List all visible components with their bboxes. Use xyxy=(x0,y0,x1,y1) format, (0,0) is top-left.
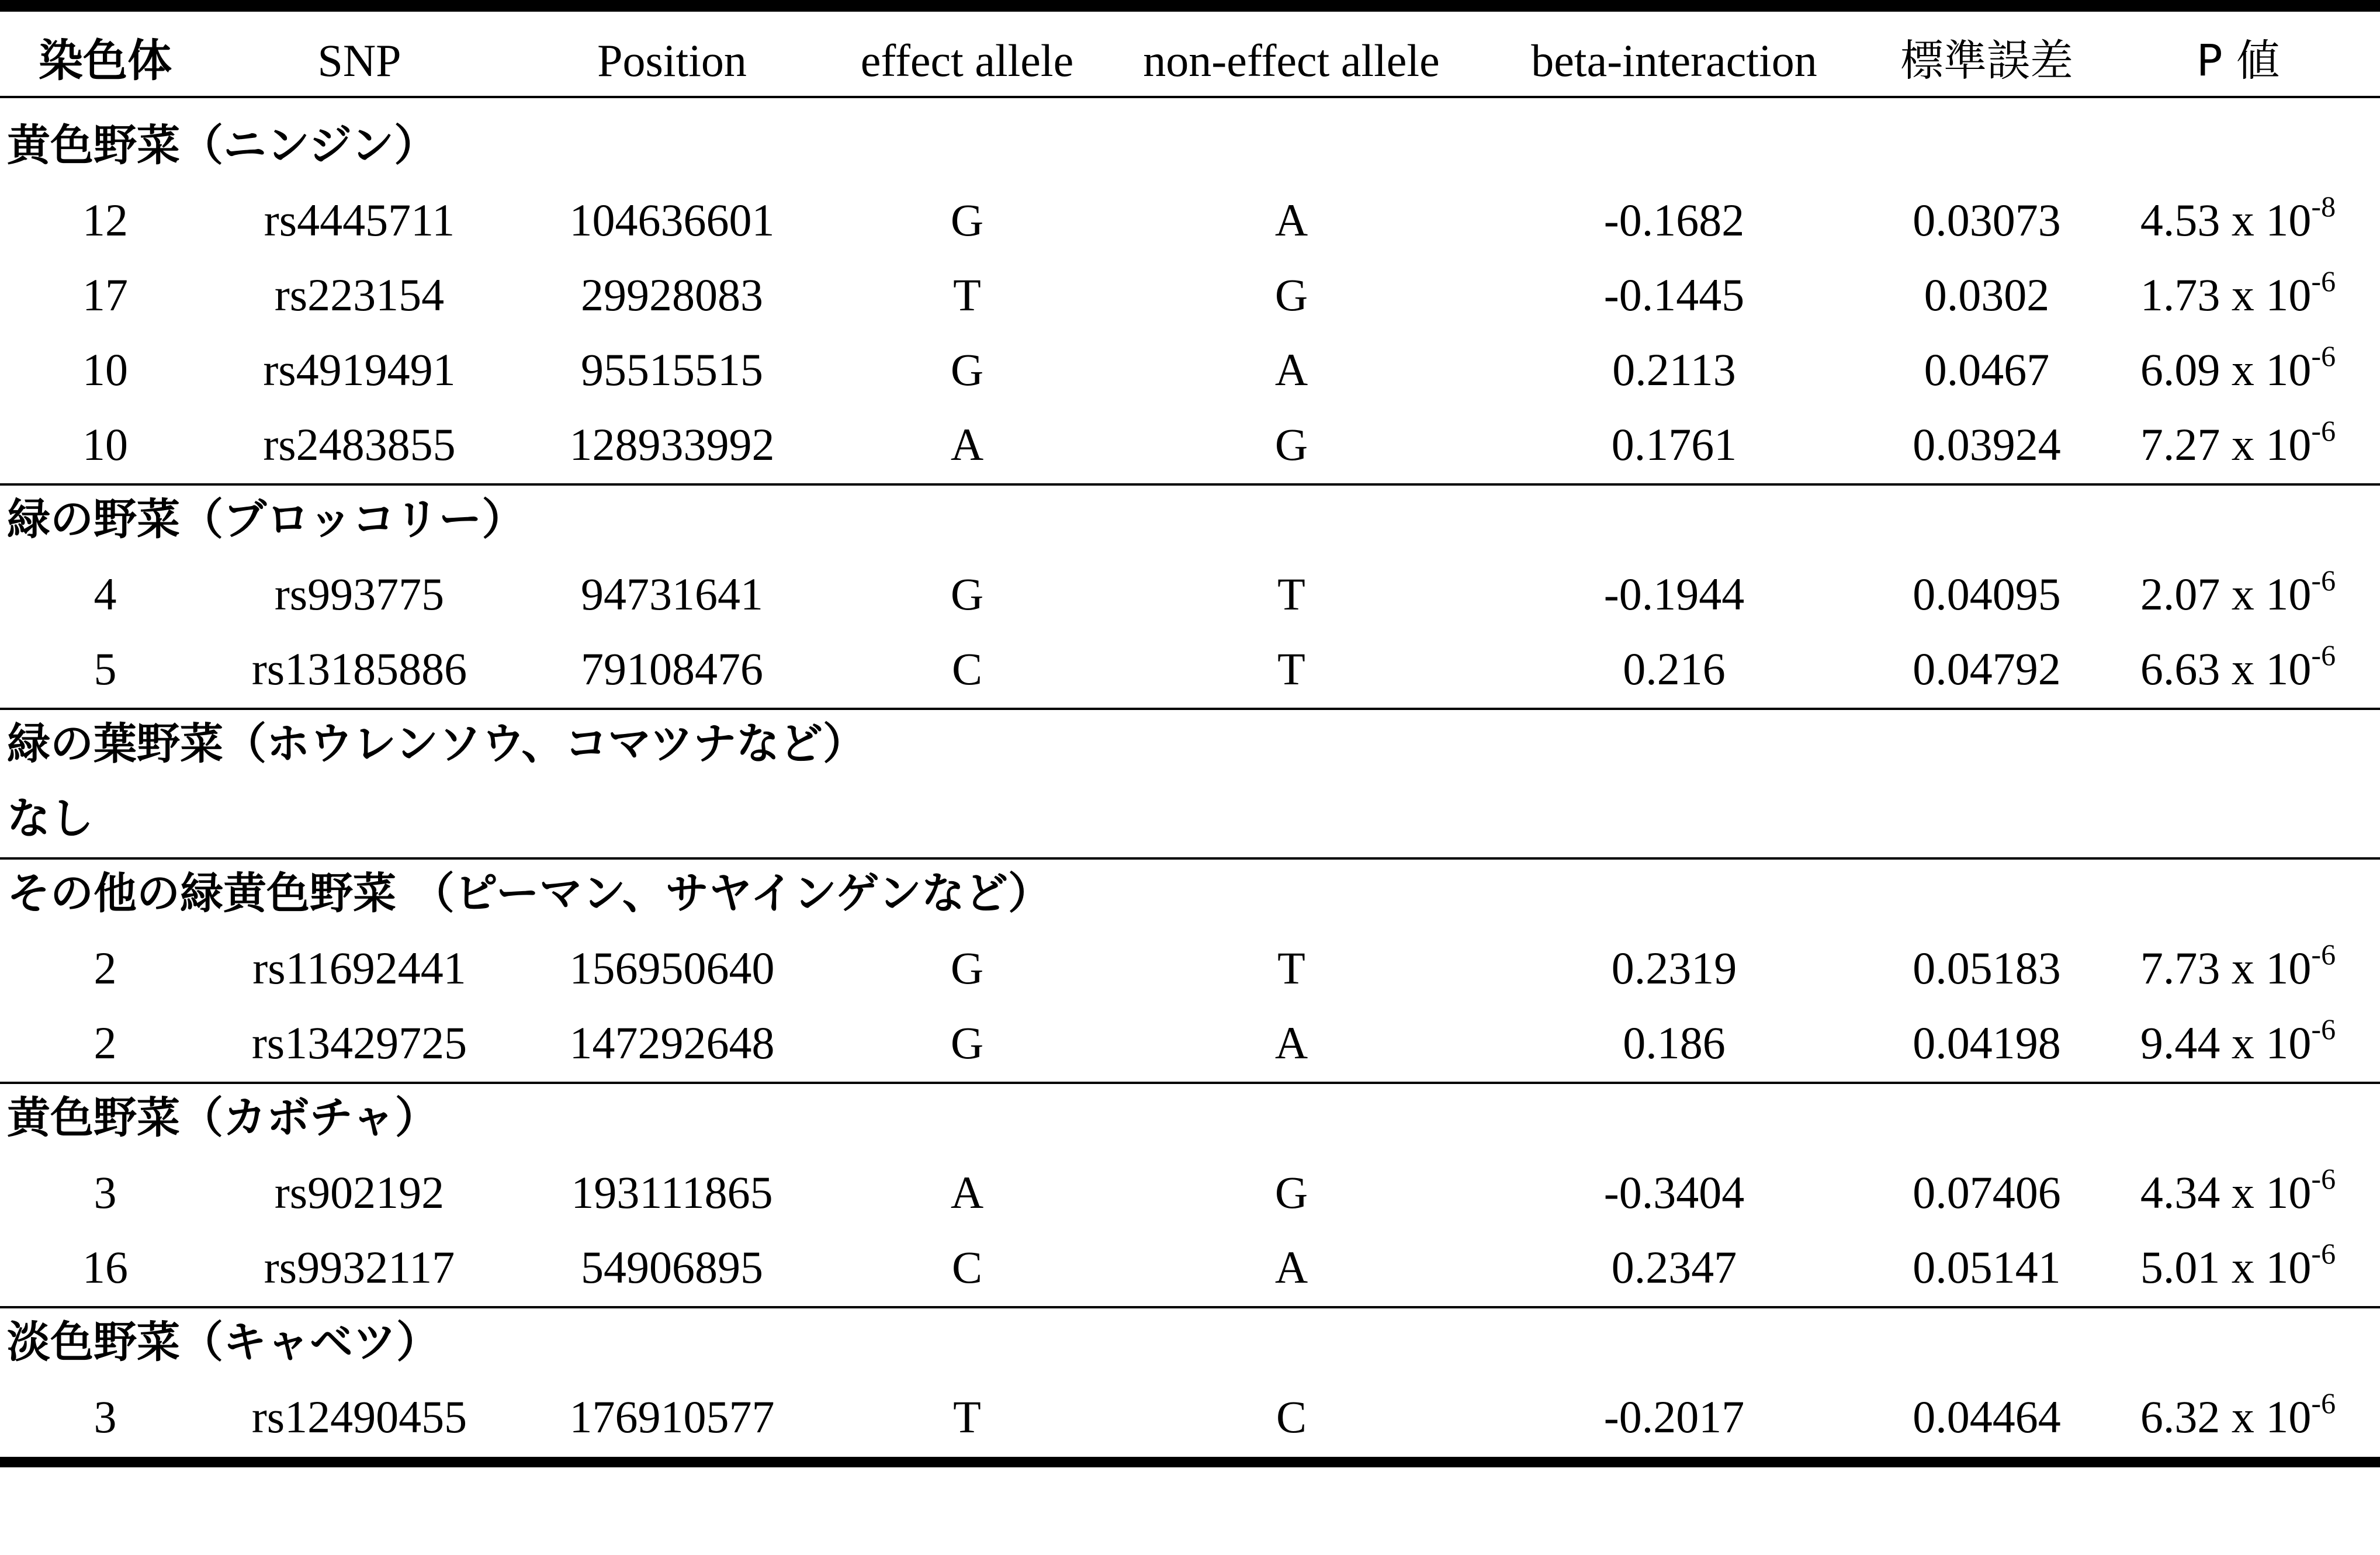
table-bottom-rule xyxy=(0,1457,2380,1467)
p-value-base: 6.63 x 10 xyxy=(2140,643,2312,694)
cell-position: 94731641 xyxy=(581,569,763,619)
cell-p-value xyxy=(2104,1155,2372,1230)
cell-snp: rs12490455 xyxy=(251,1391,467,1442)
p-value-base: 6.09 x 10 xyxy=(2140,344,2312,395)
category-row xyxy=(0,856,2380,931)
header-effect-allele: effect allele xyxy=(860,35,1074,86)
cell-snp: rs13185886 xyxy=(251,643,467,694)
p-value-exponent: -6 xyxy=(2311,340,2336,372)
cell-standard-error: 0.0467 xyxy=(1924,344,2050,395)
cell-p-value xyxy=(2104,1230,2372,1305)
cell-beta-interaction: 0.2319 xyxy=(1611,943,1737,993)
cell-non-effect-allele: A xyxy=(1274,1242,1308,1293)
cell-beta-interaction: 0.186 xyxy=(1623,1017,1726,1068)
table-row xyxy=(0,1230,2380,1305)
cell-chromosome: 16 xyxy=(82,1242,128,1293)
cell-standard-error: 0.04198 xyxy=(1913,1017,2061,1068)
cell-chromosome: 2 xyxy=(93,943,117,993)
cell-effect-allele: G xyxy=(950,569,984,619)
category-label: 緑の野菜（ブロッコリー） xyxy=(7,494,525,545)
cell-chromosome: 17 xyxy=(82,269,128,320)
cell-beta-interaction: 0.2113 xyxy=(1612,344,1736,395)
cell-p-value xyxy=(2104,333,2372,407)
cell-position: 29928083 xyxy=(581,269,763,320)
p-value-exponent: -6 xyxy=(2311,1013,2336,1045)
p-value-base: 7.73 x 10 xyxy=(2140,943,2312,993)
header-snp: SNP xyxy=(317,35,401,86)
cell-chromosome: 4 xyxy=(93,569,117,619)
none-row xyxy=(0,781,2380,856)
cell-position: 128933992 xyxy=(569,419,775,470)
cell-effect-allele: T xyxy=(953,269,981,320)
none-label: なし xyxy=(7,794,93,844)
cell-snp: rs4919491 xyxy=(263,344,456,395)
cell-chromosome: 3 xyxy=(93,1167,117,1218)
cell-p-value xyxy=(2104,407,2372,482)
cell-non-effect-allele: A xyxy=(1274,1017,1308,1068)
p-value-base: 5.01 x 10 xyxy=(2140,1242,2312,1293)
header-beta-interaction: beta-interaction xyxy=(1531,35,1817,86)
category-row xyxy=(0,706,2380,781)
cell-beta-interaction: -0.1682 xyxy=(1603,195,1745,245)
table-row xyxy=(0,258,2380,333)
cell-beta-interaction: 0.1761 xyxy=(1611,419,1737,470)
p-value-exponent: -6 xyxy=(2311,265,2336,297)
cell-beta-interaction: -0.1944 xyxy=(1603,569,1745,619)
cell-snp: rs2483855 xyxy=(263,419,456,470)
cell-chromosome: 12 xyxy=(82,195,128,245)
cell-non-effect-allele: T xyxy=(1277,643,1305,694)
cell-beta-interaction: 0.2347 xyxy=(1611,1242,1737,1293)
cell-effect-allele: G xyxy=(950,1017,984,1068)
cell-snp: rs4445711 xyxy=(264,195,455,245)
cell-effect-allele: A xyxy=(950,1167,984,1218)
cell-snp: rs9932117 xyxy=(264,1242,455,1293)
header-p-value: P 値 xyxy=(2196,36,2280,86)
p-value-base: 9.44 x 10 xyxy=(2140,1017,2312,1068)
cell-non-effect-allele: G xyxy=(1274,269,1308,320)
p-value-exponent: -6 xyxy=(2311,1387,2336,1419)
cell-snp: rs11692441 xyxy=(252,943,466,993)
header-standard-error: 標準誤差 xyxy=(1900,36,2073,86)
cell-p-value xyxy=(2104,183,2372,258)
cell-p-value xyxy=(2104,931,2372,1006)
table-row xyxy=(0,407,2380,482)
cell-standard-error: 0.03924 xyxy=(1913,419,2061,470)
cell-p-value xyxy=(2104,632,2372,706)
cell-standard-error: 0.04095 xyxy=(1913,569,2061,619)
cell-beta-interaction: 0.216 xyxy=(1623,643,1726,694)
category-row xyxy=(0,108,2380,183)
table-row xyxy=(0,1155,2380,1230)
cell-standard-error: 0.05183 xyxy=(1913,943,2061,993)
table-row xyxy=(0,1380,2380,1454)
category-row xyxy=(0,1305,2380,1380)
p-value-base: 7.27 x 10 xyxy=(2140,419,2312,470)
cell-chromosome: 2 xyxy=(93,1017,117,1068)
table-row xyxy=(0,931,2380,1006)
table-row xyxy=(0,632,2380,706)
cell-non-effect-allele: T xyxy=(1277,943,1305,993)
cell-snp: rs13429725 xyxy=(251,1017,467,1068)
p-value-base: 2.07 x 10 xyxy=(2140,569,2312,619)
cell-non-effect-allele: A xyxy=(1274,344,1308,395)
cell-beta-interaction: -0.1445 xyxy=(1603,269,1745,320)
cell-p-value xyxy=(2104,1006,2372,1080)
cell-position: 193111865 xyxy=(571,1167,773,1218)
table-row xyxy=(0,557,2380,632)
p-value-exponent: -8 xyxy=(2311,190,2336,223)
cell-non-effect-allele: G xyxy=(1274,419,1308,470)
p-value-exponent: -6 xyxy=(2311,564,2336,597)
cell-beta-interaction: -0.3404 xyxy=(1603,1167,1745,1218)
cell-beta-interaction: -0.2017 xyxy=(1603,1391,1745,1442)
cell-standard-error: 0.03073 xyxy=(1913,195,2061,245)
cell-snp: rs223154 xyxy=(274,269,445,320)
cell-standard-error: 0.04464 xyxy=(1913,1391,2061,1442)
p-value-base: 4.34 x 10 xyxy=(2140,1167,2312,1218)
cell-position: 95515515 xyxy=(581,344,763,395)
table-row xyxy=(0,333,2380,407)
cell-position: 104636601 xyxy=(569,195,775,245)
category-label: 黄色野菜（ニンジン） xyxy=(7,120,438,171)
cell-snp: rs902192 xyxy=(274,1167,445,1218)
cell-effect-allele: C xyxy=(951,643,983,694)
cell-chromosome: 10 xyxy=(82,344,128,395)
p-value-exponent: -6 xyxy=(2311,938,2336,971)
cell-position: 79108476 xyxy=(581,643,763,694)
category-label: その他の緑黄色野菜 （ピーマン、サヤインゲンなど） xyxy=(7,868,1051,919)
p-value-exponent: -6 xyxy=(2311,1237,2336,1270)
cell-effect-allele: A xyxy=(950,419,984,470)
p-value-base: 1.73 x 10 xyxy=(2140,269,2312,320)
cell-position: 156950640 xyxy=(569,943,775,993)
cell-non-effect-allele: G xyxy=(1274,1167,1308,1218)
p-value-exponent: -6 xyxy=(2311,639,2336,671)
cell-standard-error: 0.05141 xyxy=(1913,1242,2061,1293)
cell-snp: rs993775 xyxy=(274,569,445,619)
cell-effect-allele: C xyxy=(951,1242,983,1293)
category-label: 淡色野菜（キャベツ） xyxy=(7,1317,439,1367)
cell-chromosome: 3 xyxy=(93,1391,117,1442)
cell-p-value xyxy=(2104,258,2372,333)
p-value-base: 6.32 x 10 xyxy=(2140,1391,2312,1442)
p-value-base: 4.53 x 10 xyxy=(2140,195,2312,245)
cell-p-value xyxy=(2104,1380,2372,1454)
table-top-rule xyxy=(0,0,2380,12)
header-chromosome: 染色体 xyxy=(39,34,172,86)
cell-chromosome: 5 xyxy=(93,643,117,694)
category-label: 黄色野菜（カボチャ） xyxy=(7,1093,438,1143)
table-row xyxy=(0,183,2380,258)
cell-p-value xyxy=(2104,557,2372,632)
table-row xyxy=(0,1006,2380,1080)
cell-chromosome: 10 xyxy=(82,419,128,470)
cell-position: 147292648 xyxy=(569,1017,775,1068)
category-row xyxy=(0,1080,2380,1155)
table-header-row xyxy=(0,23,2380,98)
cell-effect-allele: T xyxy=(953,1391,981,1442)
header-non-effect-allele: non-effect allele xyxy=(1143,35,1440,86)
p-value-exponent: -6 xyxy=(2311,1162,2336,1195)
cell-effect-allele: G xyxy=(950,943,984,993)
cell-position: 54906895 xyxy=(581,1242,763,1293)
cell-standard-error: 0.07406 xyxy=(1913,1167,2061,1218)
category-row xyxy=(0,482,2380,557)
cell-effect-allele: G xyxy=(950,195,984,245)
category-label: 緑の葉野菜（ホウレンソウ、コマツナなど） xyxy=(7,719,867,769)
cell-position: 176910577 xyxy=(569,1391,775,1442)
cell-standard-error: 0.0302 xyxy=(1924,269,2050,320)
header-bottom-rule xyxy=(0,96,2380,98)
cell-non-effect-allele: T xyxy=(1277,569,1305,619)
header-position: Position xyxy=(597,35,747,86)
cell-effect-allele: G xyxy=(950,344,984,395)
p-value-exponent: -6 xyxy=(2311,414,2336,447)
cell-standard-error: 0.04792 xyxy=(1913,643,2061,694)
cell-non-effect-allele: C xyxy=(1276,1391,1307,1442)
cell-non-effect-allele: A xyxy=(1274,195,1308,245)
